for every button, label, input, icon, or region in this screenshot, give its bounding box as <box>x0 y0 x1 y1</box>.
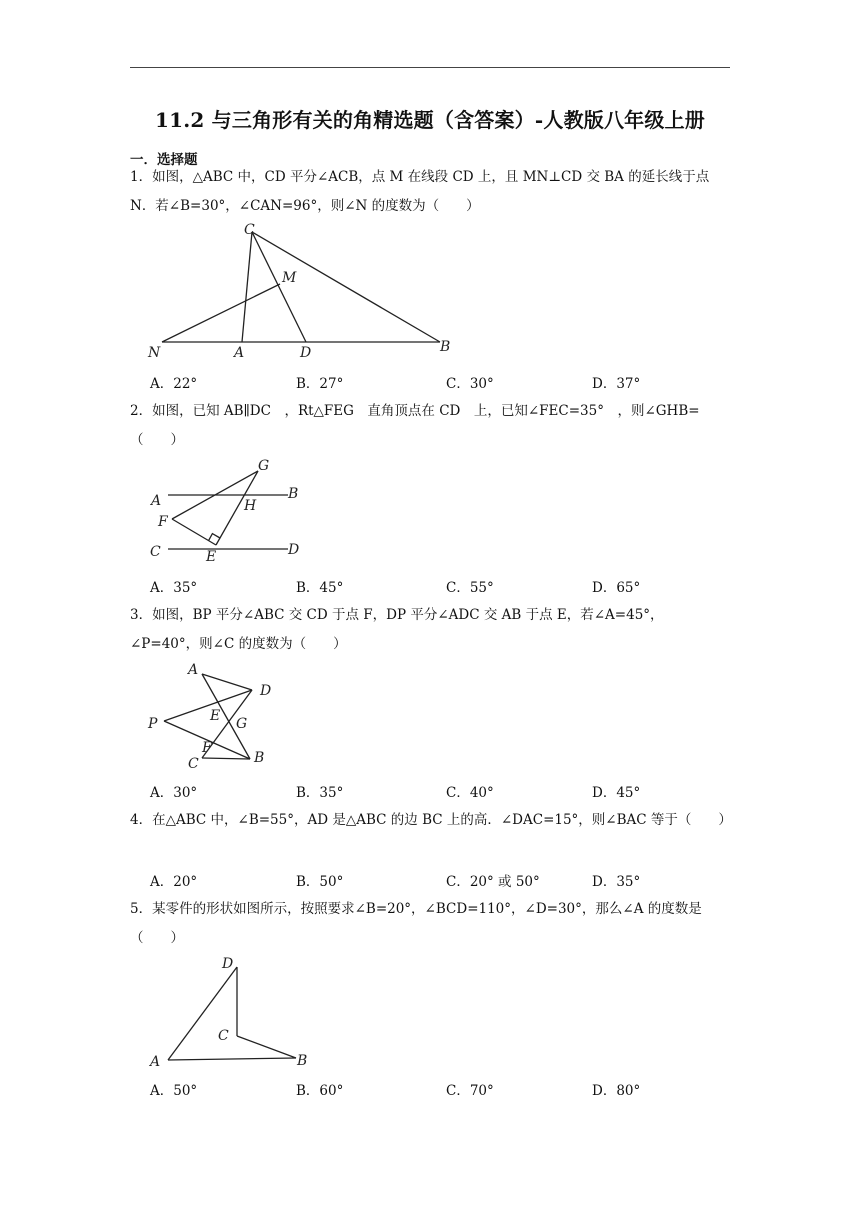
section-heading: 一．选择题 <box>130 152 198 168</box>
question-3-figure <box>140 658 290 773</box>
label-C: C <box>244 222 255 238</box>
question-5-figure <box>140 952 320 1072</box>
question-1-text: 1．如图，△ABC 中，CD 平分∠ACB，点 M 在线段 CD 上，且 MN⊥CD 交 BA 的延长线于点 N．若∠B=30°，∠CAN=96°，则∠N 的度数为（ ） <box>130 169 710 214</box>
label-B: B <box>288 486 299 502</box>
option-b[interactable]: B．27° <box>296 376 344 392</box>
question-3-options <box>150 781 730 803</box>
question-5-options <box>150 1079 730 1101</box>
option-c[interactable]: C．70° <box>446 1083 494 1099</box>
question-1-options <box>150 372 730 394</box>
segment-FE <box>172 519 216 545</box>
option-d[interactable]: D．35° <box>592 874 641 890</box>
option-b[interactable]: B．35° <box>296 785 344 801</box>
label-E: E <box>210 708 221 724</box>
option-a[interactable]: A．50° <box>150 1083 198 1099</box>
label-A: A <box>151 493 162 509</box>
question-2-text: 2．如图，已知 AB∥DC ，Rt△FEG 直角顶点在 CD 上，已知∠FEC=35° ，则∠GHB=（ ） <box>130 403 700 448</box>
option-d[interactable]: D．65° <box>592 580 641 596</box>
label-C: C <box>150 544 161 560</box>
segment-CB <box>237 1036 296 1058</box>
label-N: N <box>148 345 161 361</box>
option-d[interactable]: D．37° <box>592 376 641 392</box>
label-E: E <box>206 549 217 565</box>
segment-CB <box>252 232 440 342</box>
label-F: F <box>158 514 168 530</box>
label-D: D <box>288 542 300 558</box>
question-4-text: 4．在△ABC 中，∠B=55°，AD 是△ABC 的边 BC 上的高．∠DAC=15°，则∠BAC 等于（ ） <box>130 812 732 828</box>
label-G: G <box>236 716 248 732</box>
option-d[interactable]: D．80° <box>592 1083 641 1099</box>
segment-CA <box>242 232 252 342</box>
segment-AD <box>168 967 237 1060</box>
header-rule <box>130 67 730 68</box>
segment-NM <box>162 284 280 342</box>
page-title: 11.2 与三角形有关的角精选题（含答案）-人教版八年级上册 <box>155 108 705 132</box>
label-G: G <box>258 458 270 474</box>
question-2-figure <box>140 453 320 568</box>
label-C: C <box>218 1028 229 1044</box>
option-c[interactable]: C．55° <box>446 580 494 596</box>
question-3-text: 3．如图，BP 平分∠ABC 交 CD 于点 F，DP 平分∠ADC 交 AB 于点 E，若∠A=45°，∠P=40°，则∠C 的度数为（ ） <box>130 607 664 652</box>
label-A: A <box>188 662 199 678</box>
label-D: D <box>260 683 272 699</box>
question-1-figure <box>140 220 470 365</box>
label-H: H <box>244 498 257 514</box>
option-c[interactable]: C．40° <box>446 785 494 801</box>
option-b[interactable]: B．50° <box>296 874 344 890</box>
label-A: A <box>234 345 245 361</box>
option-b[interactable]: B．45° <box>296 580 344 596</box>
question-4-options <box>150 870 730 892</box>
label-B: B <box>440 339 451 355</box>
segment-CB <box>202 758 250 759</box>
segment-AB <box>168 1058 296 1060</box>
label-D: D <box>222 956 234 972</box>
option-a[interactable]: A．30° <box>150 785 198 801</box>
option-d[interactable]: D．45° <box>592 785 641 801</box>
question-2-options <box>150 576 730 598</box>
label-B: B <box>254 750 265 766</box>
option-c[interactable]: C．20° 或 50° <box>446 874 540 890</box>
label-M: M <box>282 270 297 286</box>
option-a[interactable]: A．22° <box>150 376 198 392</box>
label-P: P <box>148 716 158 732</box>
label-B: B <box>297 1053 308 1069</box>
label-D: D <box>300 345 312 361</box>
option-c[interactable]: C．30° <box>446 376 494 392</box>
option-b[interactable]: B．60° <box>296 1083 344 1099</box>
label-F: F <box>202 740 212 756</box>
label-C: C <box>188 756 199 772</box>
option-a[interactable]: A．20° <box>150 874 198 890</box>
right-angle-mark <box>209 534 220 541</box>
question-5-text: 5．某零件的形状如图所示，按照要求∠B=20°，∠BCD=110°，∠D=30°，那么∠A 的度数是（ ） <box>130 901 702 946</box>
option-a[interactable]: A．35° <box>150 580 198 596</box>
label-A: A <box>150 1054 161 1070</box>
